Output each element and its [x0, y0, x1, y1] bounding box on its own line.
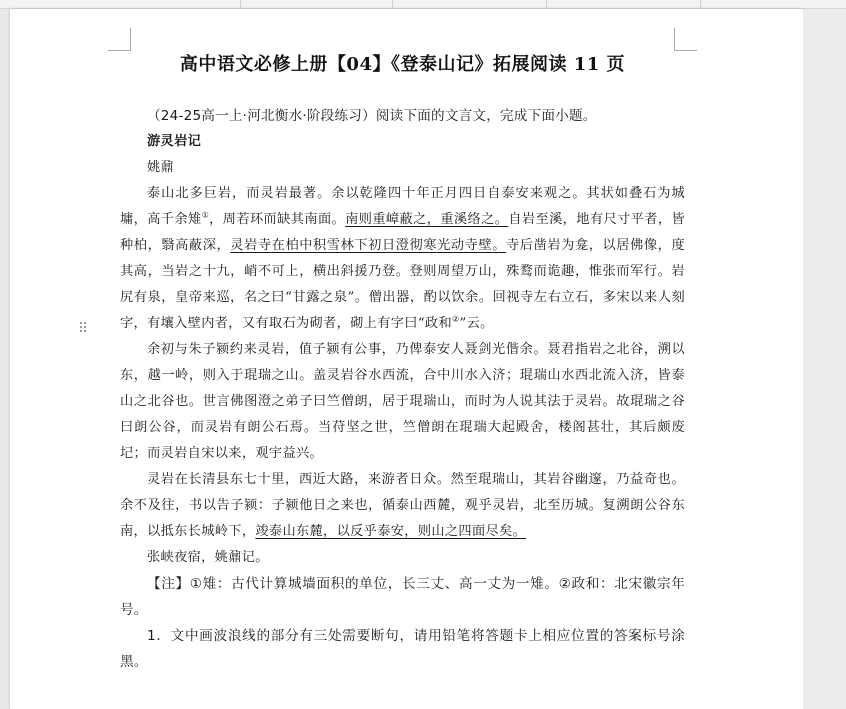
toolbar-divider — [392, 0, 393, 8]
document-body[interactable] — [120, 50, 685, 675]
paragraph-3 — [120, 467, 685, 545]
note-marker: ② — [452, 314, 460, 324]
footnote — [120, 571, 685, 623]
essay-title: 游灵岩记 — [147, 134, 202, 149]
note-marker: ① — [201, 210, 210, 220]
drag-handle-icon[interactable]: ⠿ — [78, 321, 89, 337]
margin-corner-mark-right — [674, 28, 697, 51]
text-span: 泰山北多巨岩，而灵岩最著。余以乾隆四十年正月四日自泰安来观之。其状如叠石为城墉，高千余雉 — [120, 186, 685, 227]
text-span: 寺后凿岩为龛，以居佛像，度其高，当岩之十九，峭不可上，横出斜援乃登。登则周望万山，殊鹜而诡趣，惟张而军行。岩尻有泉，皇帝来巡，名之曰“甘露之泉”。僧出器，酌以饮余。回视寺左右立石，多宋以来人刻字，有壤入壁内者，又有取石为砌者，砌上有字曰“政和 — [120, 238, 685, 331]
document-title: 高中语文必修上册【04】《登泰山记》拓展阅读 11 页 — [179, 54, 626, 75]
right-gutter — [803, 9, 846, 709]
note-label: 【注】 — [147, 576, 190, 592]
paragraph-1 — [120, 181, 685, 337]
text-span: 自岩至溪，地有尺寸平者，皆种柏，翳高蔽深， — [120, 212, 685, 253]
text-span: 灵岩在长清县东七十里，西近大路，来游者日众。然至琨瑞山，其岩谷幽邃，乃益奇也。余不及往，书以告子颍：子颍他日之来也，循泰山西麓，观乎灵岩，北至历城。复溯朗公谷东南，以抵东长城岭下， — [120, 472, 685, 539]
paragraph-2: 余初与朱子颍约来灵岩，值子颍有公事，乃俾泰安人聂剑光偕余。聂君指岩之北谷，溯以东，越一岭，则入于琨瑞之山。盖灵岩谷水西流，合中川水入济；琨瑞山水西北流入济，皆泰山之北谷也。世言佛图澄之弟子曰竺僧朗，居于琨瑞山，而时为人说其法于灵岩。故琨瑞之谷曰朗公谷，而灵岩有朗公石焉。当苻坚之世，竺僧朗在琨瑞大起殿舍，楼阁甚壮，其后颇废圮；而灵岩自宋以来，观宇益兴。 — [120, 342, 685, 461]
intro-line: （24-25高一上·河北衡水·阶段练习）阅读下面的文言文，完成下面小题。 — [147, 108, 597, 124]
margin-corner-mark-left — [108, 28, 131, 51]
toolbar-divider — [240, 0, 241, 8]
question-1: 1．文中画波浪线的部分有三处需要断句，请用铅笔将答题卡上相应位置的答案标号涂黑。 — [120, 628, 685, 670]
toolbar-strip — [0, 0, 846, 9]
toolbar-divider — [700, 0, 701, 8]
text-span: ”云。 — [459, 316, 494, 331]
essay-author: 姚鼐 — [147, 160, 175, 175]
text-span: ，周若环而缺其南面。 — [209, 212, 346, 227]
note-text: ①雉：古代计算城墙面积的单位，长三丈、高一丈为一雉。②政和：北宋徽宗年号。 — [120, 576, 685, 618]
underlined-sentence: 竣泰山东麓，以反乎泰安，则山之四面尽矣。 — [255, 524, 527, 539]
wavy-line-sentence: 灵岩寺在柏中积雪林下初日澄彻寒光动寺壁。 — [230, 238, 507, 253]
underlined-sentence: 南则重嶂蔽之，重溪络之。 — [345, 212, 509, 227]
signoff: 张峡夜宿，姚鼐记。 — [147, 550, 269, 565]
toolbar-divider — [546, 0, 547, 8]
